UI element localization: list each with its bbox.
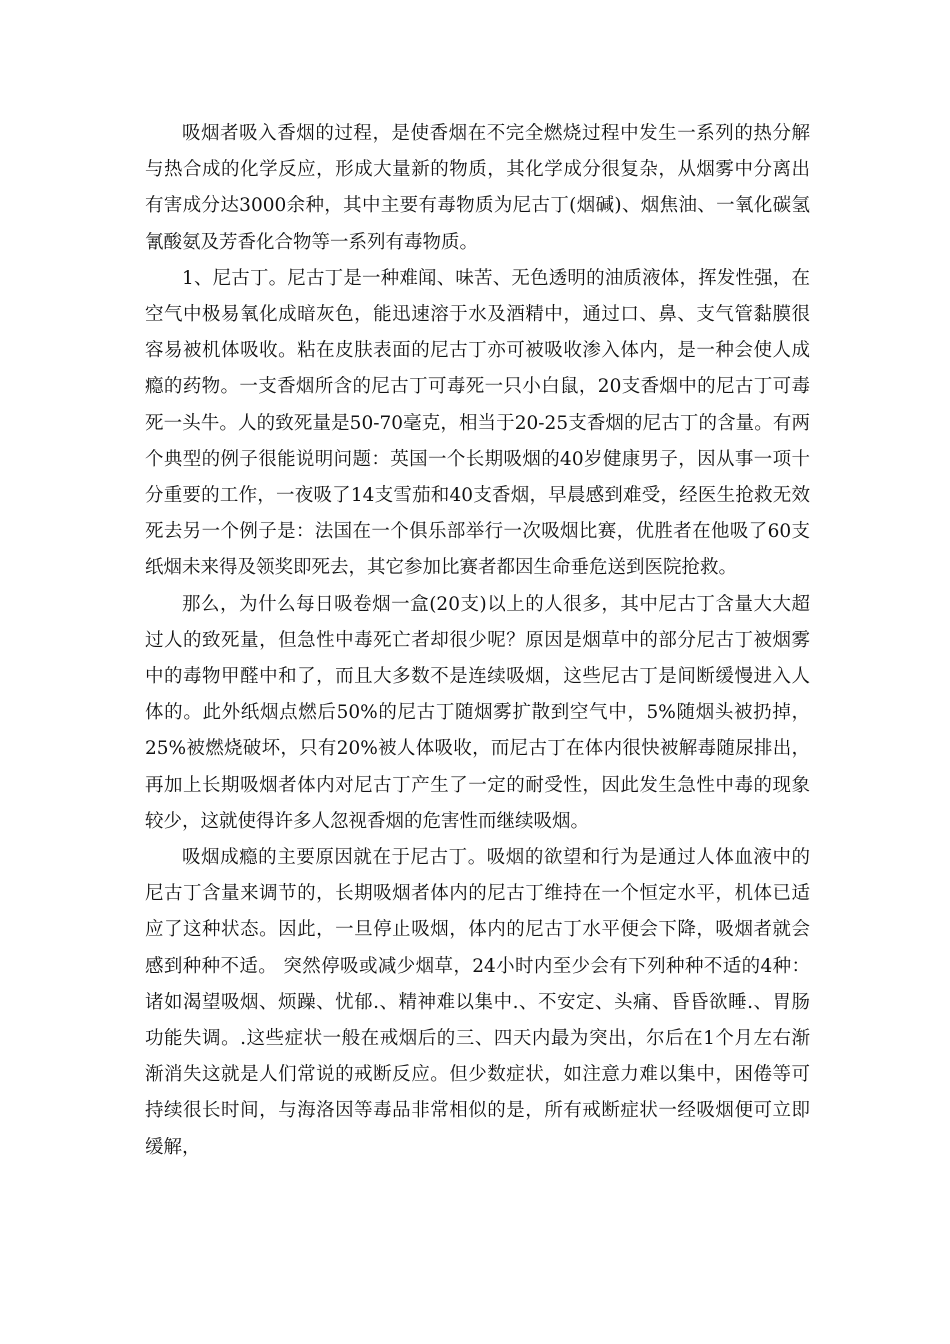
paragraph-addiction: 吸烟成瘾的主要原因就在于尼古丁。吸烟的欲望和行为是通过人体血液中的尼古丁含量来调节的，长期吸烟者体内的尼古丁维持在一个恒定水平，机体已适应了这种状态。因此，一旦停止吸烟，体内的尼古丁水平便会下降，吸烟者就会感到种种不适。 突然停吸或减少烟草，24小时内至少会有下列种种不适的4种：诸如渴望吸烟、烦躁、忧郁.、精神难以集中.、不安定、头痛、昏昏欲睡.、胃肠功能失调。.这些症状一般在戒烟后的三、四天内最为突出，尔后在1个月左右渐渐消失这就是人们常说的戒断反应。但少数症状，如注意力难以集中，困倦等可持续很长时间，与海洛因等毒品非常相似的是，所有戒断症状一经吸烟便可立即缓解， xyxy=(145,847,810,1158)
paragraph-intro: 吸烟者吸入香烟的过程，是使香烟在不完全燃烧过程中发生一系列的热分解与热合成的化学反应，形成大量新的物质，其化学成分很复杂，从烟雾中分离出有害成分达3000余种，其中主要有毒物质为尼古丁(烟碱)、烟焦油、一氧化碳氢氰酸氨及芳香化合物等一系列有毒物质。 xyxy=(145,123,810,253)
paragraph-nicotine: 1、尼古丁。尼古丁是一种难闻、味苦、无色透明的油质液体，挥发性强，在空气中极易氧化成暗灰色，能迅速溶于水及酒精中，通过口、鼻、支气管黏膜很容易被机体吸收。粘在皮肤表面的尼古丁亦可被吸收渗入体内，是一种会使人成瘾的药物。一支香烟所含的尼古丁可毒死一只小白鼠，20支香烟中的尼古丁可毒死一头牛。人的致死量是50-70毫克，相当于20-25支香烟的尼古丁的含量。有两个典型的例子很能说明问题：英国一个长期吸烟的40岁健康男子，因从事一项十分重要的工作，一夜吸了14支雪茄和40支香烟，早晨感到难受，经医生抢救无效死去另一个例子是：法国在一个俱乐部举行一次吸烟比赛，优胜者在他吸了60支纸烟未来得及领奖即死去，其它参加比赛者都因生命垂危送到医院抢救。 xyxy=(145,267,810,579)
document-body xyxy=(145,116,810,1166)
paragraph-nicotine-tolerance: 那么，为什么每日吸卷烟一盒(20支)以上的人很多，其中尼古丁含量大大超过人的致死量，但急性中毒死亡者却很少呢？原因是烟草中的部分尼古丁被烟雾中的毒物甲醛中和了，而且大多数不是连续吸烟，这些尼古丁是间断缓慢进入人体的。此外纸烟点燃后50%的尼古丁随烟雾扩散到空气中，5%随烟头被扔掉，25%被燃烧破坏，只有20%被人体吸收，而尼古丁在体内很快被解毒随尿排出，再加上长期吸烟者体内对尼古丁产生了一定的耐受性，因此发生急性中毒的现象较少，这就使得许多人忽视香烟的危害性而继续吸烟。 xyxy=(145,593,810,832)
